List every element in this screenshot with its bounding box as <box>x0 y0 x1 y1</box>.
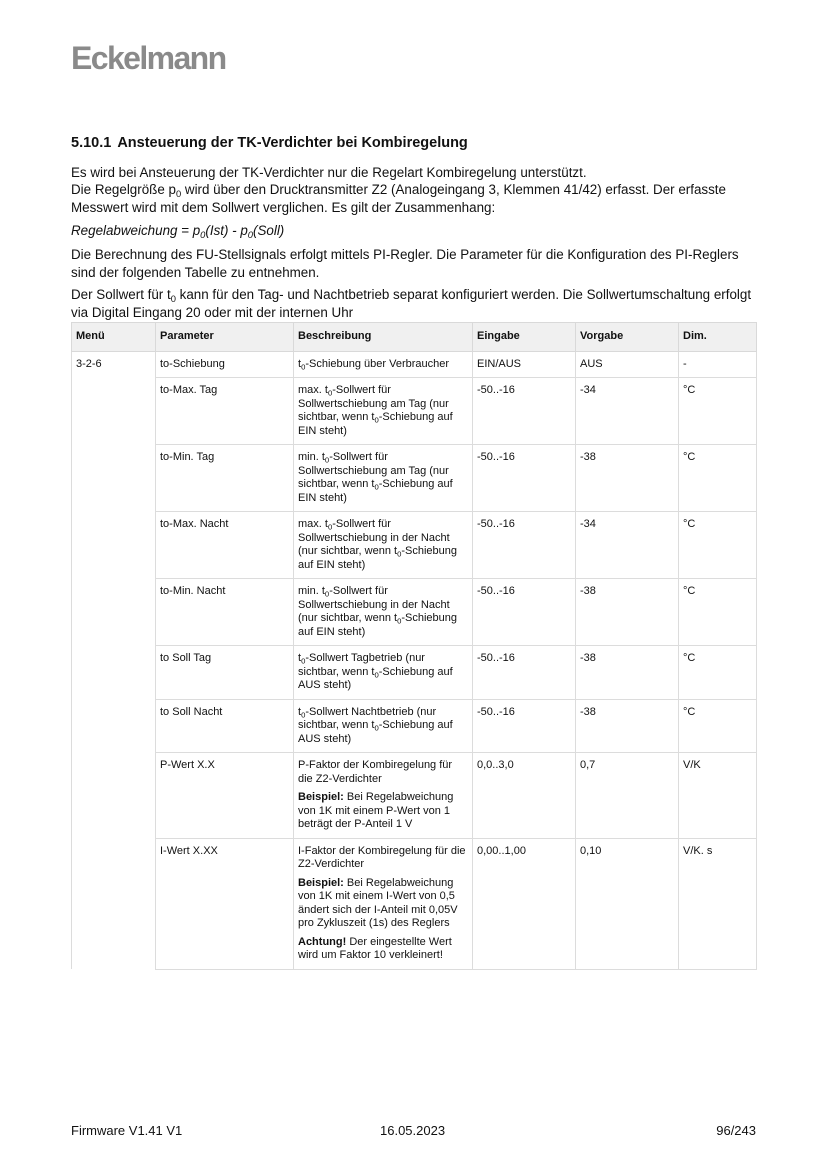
parameter-table <box>71 322 757 970</box>
table-row <box>72 753 757 839</box>
cell-dim: V/K <box>679 753 757 839</box>
cell-parameter: to-Min. Nacht <box>156 579 294 646</box>
cell-vorgabe: -34 <box>576 378 679 445</box>
table-row <box>72 838 757 969</box>
cell-dim: °C <box>679 512 757 579</box>
cell-parameter: to Soll Tag <box>156 646 294 700</box>
company-logo: Eckelmann <box>71 40 226 76</box>
header-eingabe: Eingabe <box>473 323 576 352</box>
description-paragraph: $t_0$-Sollwert Tagbetrieb (nur sichtbar, wenn $t_0$-Schiebung auf AUS steht) <box>298 652 453 691</box>
header-dim: Dim. <box>679 323 757 352</box>
cell-beschreibung <box>294 378 473 445</box>
cell-vorgabe: -34 <box>576 512 679 579</box>
cell-parameter: to-Schiebung <box>156 351 294 378</box>
cell-parameter: to-Max. Tag <box>156 378 294 445</box>
cell-eingabe: EIN/AUS <box>473 351 576 378</box>
cell-dim: °C <box>679 445 757 512</box>
cell-beschreibung <box>294 579 473 646</box>
table-row <box>72 378 757 445</box>
cell-vorgabe: 0,10 <box>576 838 679 969</box>
cell-vorgabe: -38 <box>576 445 679 512</box>
cell-vorgabe: -38 <box>576 699 679 753</box>
cell-parameter: P-Wert X.X <box>156 753 294 839</box>
cell-parameter: I-Wert X.XX <box>156 838 294 969</box>
description-paragraph: max. $t_0$-Sollwert für Sollwertschiebung in der Nacht (nur sichtbar, wenn $t_0$-Schiebung auf EIN steht) <box>298 518 457 571</box>
cell-eingabe: -50..-16 <box>473 579 576 646</box>
cell-eingabe: -50..-16 <box>473 445 576 512</box>
cell-eingabe: 0,00..1,00 <box>473 838 576 969</box>
section-heading <box>71 135 468 151</box>
cell-vorgabe: 0,7 <box>576 753 679 839</box>
cell-dim: °C <box>679 646 757 700</box>
cell-parameter: to-Max. Nacht <box>156 512 294 579</box>
section-number: 5.10.1 <box>71 135 112 151</box>
cell-beschreibung <box>294 646 473 700</box>
sollwert-paragraph: Der Sollwert für $t_0$ kann für den Tag- und Nachtbetrieb separat konfiguriert werden. Die Sollwertumschaltung erfolgt via Digital Eingang 20 oder mit der internen Uhr <box>71 287 752 320</box>
table-header-row <box>72 323 757 352</box>
footer-page-number: 96/243 <box>716 1123 756 1138</box>
cell-eingabe: -50..-16 <box>473 699 576 753</box>
header-menu: Menü <box>72 323 156 352</box>
cell-beschreibung <box>294 512 473 579</box>
table-row <box>72 351 757 378</box>
formula-regelabweichung: Regelabweichung = $p_0(Ist)$ - $p_0(Soll)$ <box>71 223 285 240</box>
regelgroesse-paragraph: Die Regelgröße $p_0$ wird über den Drucktransmitter Z2 (Analogeingang 3, Klemmen 41/42) erfasst. Der erfasste Messwert wird mit dem Sollwert verglichen. Es gilt der Zusammenhang: <box>71 182 726 215</box>
cell-dim: °C <box>679 378 757 445</box>
description-paragraph: min. $t_0$-Sollwert für Sollwertschiebung in der Nacht (nur sichtbar, wenn $t_0$-Schiebung auf EIN steht) <box>298 585 457 638</box>
description-paragraph: min. $t_0$-Sollwert für Sollwertschiebung am Tag (nur sichtbar, wenn $t_0$-Schiebung auf EIN steht) <box>298 451 453 504</box>
table-row <box>72 699 757 753</box>
table-row <box>72 445 757 512</box>
cell-beschreibung <box>294 753 473 839</box>
header-beschreibung: Beschreibung <box>294 323 473 352</box>
cell-parameter: to Soll Nacht <box>156 699 294 753</box>
cell-parameter: to-Min. Tag <box>156 445 294 512</box>
header-parameter: Parameter <box>156 323 294 352</box>
cell-beschreibung <box>294 445 473 512</box>
description-paragraph: Achtung! Der eingestellte Wert wird um Faktor 10 verkleinert! <box>298 935 452 961</box>
description-paragraph: Beispiel: Bei Regelabweichung von 1K mit einem I-Wert von 0,5 ändert sich der I-Anteil mit 0,05V pro Zykluszeit (1s) des Reglers <box>298 876 458 929</box>
section-title: Ansteuerung der TK-Verdichter bei Kombiregelung <box>117 135 468 151</box>
cell-eingabe: -50..-16 <box>473 512 576 579</box>
table-row <box>72 512 757 579</box>
cell-dim: - <box>679 351 757 378</box>
pi-regler-paragraph: Die Berechnung des FU-Stellsignals erfolgt mittels PI-Regler. Die Parameter für die Konfiguration des PI-Reglers sind der folgenden Tabelle zu entnehmen. <box>71 247 739 280</box>
description-paragraph: I-Faktor der Kombiregelung für die Z2-Verdichter <box>298 844 466 870</box>
header-vorgabe: Vorgabe <box>576 323 679 352</box>
table-row <box>72 579 757 646</box>
description-paragraph: max. $t_0$-Sollwert für Sollwertschiebung am Tag (nur sichtbar, wenn $t_0$-Schiebung auf EIN steht) <box>298 384 453 437</box>
description-paragraph: $t_0$-Sollwert Nachtbetrieb (nur sichtbar, wenn $t_0$-Schiebung auf AUS steht) <box>298 705 453 745</box>
intro-paragraph: Es wird bei Ansteuerung der TK-Verdichter nur die Regelart Kombiregelung unterstützt. <box>71 165 587 180</box>
cell-menu: 3-2-6 <box>72 351 156 969</box>
cell-vorgabe: -38 <box>576 579 679 646</box>
description-paragraph: Beispiel: Bei Regelabweichung von 1K mit einem P-Wert von 1 beträgt der P-Anteil 1 V <box>298 791 454 830</box>
cell-eingabe: -50..-16 <box>473 378 576 445</box>
cell-beschreibung <box>294 351 473 378</box>
cell-beschreibung <box>294 699 473 753</box>
cell-dim: °C <box>679 579 757 646</box>
cell-eingabe: 0,0..3,0 <box>473 753 576 839</box>
cell-dim: °C <box>679 699 757 753</box>
cell-eingabe: -50..-16 <box>473 646 576 700</box>
cell-vorgabe: -38 <box>576 646 679 700</box>
cell-beschreibung <box>294 838 473 969</box>
cell-vorgabe: AUS <box>576 351 679 378</box>
cell-dim: V/K. s <box>679 838 757 969</box>
description-paragraph: P-Faktor der Kombiregelung für die Z2-Verdichter <box>298 759 453 785</box>
footer-firmware: Firmware V1.41 V1 <box>71 1123 183 1138</box>
description-paragraph: $t_0$-Schiebung über Verbraucher <box>298 357 450 371</box>
table-row <box>72 646 757 700</box>
footer-date: 16.05.2023 <box>380 1123 446 1138</box>
